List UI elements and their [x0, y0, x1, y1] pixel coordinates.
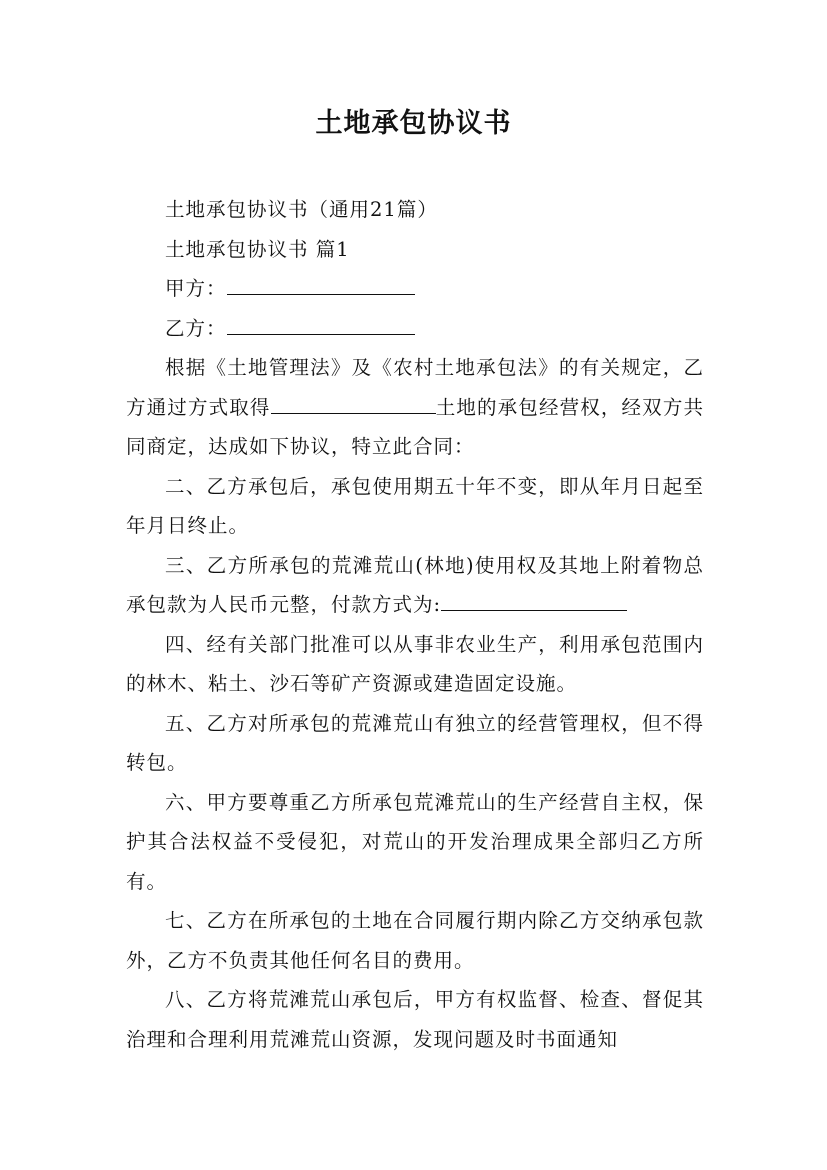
intro-part2: 土地的承包经营权，经双方共同商定，达成如下协议，特立此合同：	[126, 395, 704, 458]
land-blank	[271, 391, 436, 414]
document-title: 土地承包协议书	[315, 108, 512, 139]
party-a-blank	[227, 272, 415, 295]
intro-paragraph	[126, 348, 704, 467]
payment-blank	[441, 588, 627, 611]
intro-part1: 根据《土地管理法》及《农村土地承包法》的有关规定，乙方通过方式取得	[126, 356, 704, 419]
party-b-line	[126, 309, 704, 349]
document-body	[126, 190, 704, 1059]
clause-5: 五、乙方对所承包的荒滩荒山有独立的经营管理权，但不得转包。	[126, 711, 704, 774]
clause-2: 二、乙方承包后，承包使用期五十年不变，即从年月日起至年月日终止。	[126, 474, 704, 537]
clause-4: 四、经有关部门批准可以从事非农业生产，利用承包范围内的林木、粘土、沙石等矿产资源或建造固定设施。	[126, 632, 704, 695]
party-a-label: 甲方：	[165, 277, 227, 300]
party-b-blank	[227, 312, 415, 335]
clause-3	[126, 546, 704, 625]
document-subtitle: 土地承包协议书（通用21篇）	[165, 198, 438, 221]
section-heading: 土地承包协议书 篇1	[165, 237, 350, 261]
clause-8: 八、乙方将荒滩荒山承包后，甲方有权监督、检查、督促其治理和合理利用荒滩荒山资源，发现问题及时书面通知	[126, 988, 704, 1051]
clause-7: 七、乙方在所承包的土地在合同履行期内除乙方交纳承包款外，乙方不负责其他任何名目的费用。	[126, 909, 704, 972]
clause-6: 六、甲方要尊重乙方所承包荒滩荒山的生产经营自主权，保护其合法权益不受侵犯，对荒山的开发治理成果全部归乙方所有。	[126, 790, 704, 893]
party-a-line	[126, 269, 704, 309]
party-b-label: 乙方：	[165, 316, 227, 340]
clause-3-text: 三、乙方所承包的荒滩荒山(林地)使用权及其地上附着物总承包款为人民币元整，付款方式为:	[126, 553, 704, 616]
